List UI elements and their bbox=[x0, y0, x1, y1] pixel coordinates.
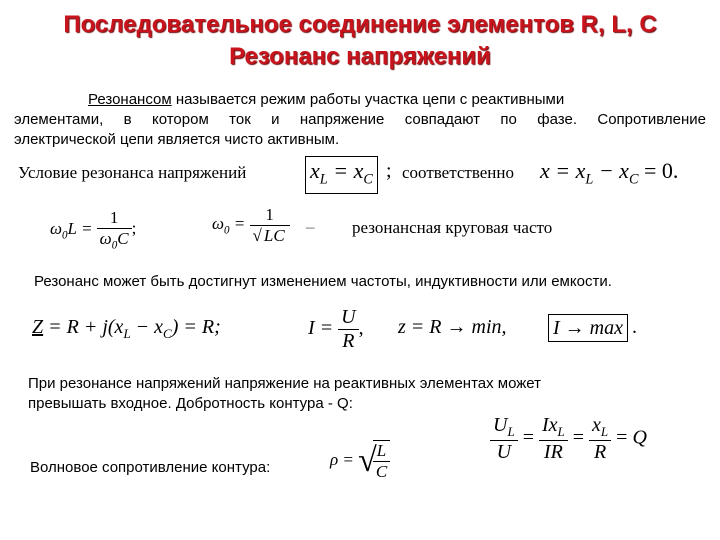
definition-term: Резонансом bbox=[88, 91, 172, 108]
impedance-formula: $Z = R + j(x_L - x_C) = R$; bbox=[32, 316, 221, 341]
wave-label: Волновое сопротивление контура: bbox=[30, 459, 271, 476]
definition-line-1 bbox=[88, 90, 688, 110]
current-num: U bbox=[338, 306, 358, 330]
wave-den: C bbox=[375, 462, 388, 481]
overvoltage-line-2: превышать входное. Добротность контура - Q: bbox=[28, 395, 353, 412]
wave-formula: ρ = √ $\frac{L}{C}$ bbox=[330, 440, 390, 482]
q-formula: $\frac{U_L}{U}$ = $\frac{Ix_L}{IR}$ = $\frac{x_L}{R}$ = Q bbox=[490, 414, 647, 464]
achieve-text: Резонанс может быть достигнут изменением частоты, индуктивности или емкости. bbox=[34, 273, 612, 290]
i-max-dot: . bbox=[632, 316, 637, 338]
omega-description: резонансная круговая часто bbox=[352, 218, 553, 237]
omega-eq-1-num: 1 bbox=[97, 208, 132, 229]
definition-line-3: электрической цепи является чисто активным. bbox=[14, 131, 340, 148]
current-formula: I = $\frac{U}{R}$ , bbox=[308, 306, 364, 352]
condition-formula-2: $x = x_L - x_C = 0$. bbox=[540, 158, 679, 188]
title-line-1: Последовательное соединение элементов R, L, C bbox=[63, 11, 657, 38]
title-line-2: Резонанс напряжений bbox=[229, 43, 491, 70]
omega-eq-1: $\omega_0L$ = $\frac{1}{\omega_0C}$ ; bbox=[50, 208, 137, 252]
i-max-formula: I → max bbox=[548, 314, 628, 342]
overvoltage-line-1: При резонансе напряжений напряжение на реактивных элементах может bbox=[28, 375, 542, 392]
omega-eq-1-end: ; bbox=[131, 218, 137, 238]
condition-label: Условие резонанса напряжений bbox=[18, 163, 247, 182]
z-min-formula: z = R → min, bbox=[398, 316, 507, 338]
definition-line-1-text: называется режим работы участка цепи с реактивными bbox=[171, 91, 565, 108]
wave-num: L bbox=[373, 441, 390, 462]
definition-line-2: элементами, в котором ток и напряжение совпадают по фазе. Сопротивление bbox=[14, 111, 706, 128]
current-den: R bbox=[342, 330, 355, 352]
condition-semicolon: ; bbox=[386, 160, 392, 182]
omega-eq-2-num: 1 bbox=[250, 205, 290, 226]
current-end: , bbox=[358, 317, 364, 340]
condition-respectively: соответственно bbox=[402, 163, 515, 182]
omega-eq-2: $\omega_0$ = $\frac{1}{√ LC}$ bbox=[212, 205, 290, 246]
condition-formula: $x_L = x_C$ bbox=[305, 156, 378, 194]
omega-dash: – bbox=[306, 217, 315, 236]
